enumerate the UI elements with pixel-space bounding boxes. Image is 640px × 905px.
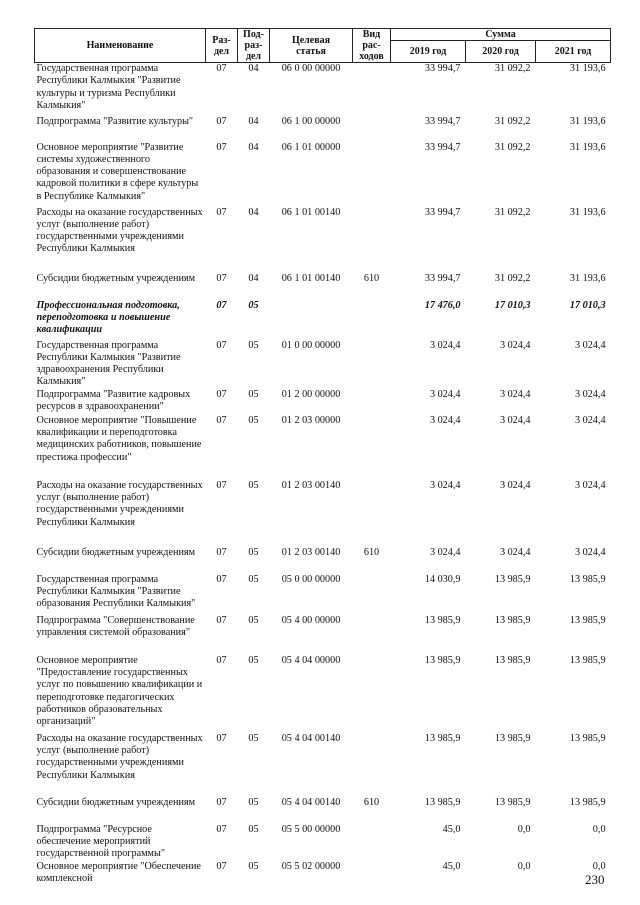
row-vid [353, 63, 391, 116]
row-podrazdel: 04 [248, 141, 259, 153]
row-name: Государственная программа Республики Калмыкия "Развитие культуры и туризма Республики Калмыкия" [36, 63, 181, 111]
row-name: Профессиональная подготовка, переподготовка и повышение квалификации [36, 299, 180, 336]
row-podrazdel: 05 [248, 299, 259, 311]
row-podrazdel: 05 [248, 573, 259, 585]
row-sum-2019: 33 994,7 [424, 272, 461, 284]
row-sum-2019: 13 985,9 [424, 732, 461, 744]
table-row [35, 207, 611, 273]
row-sum-2020: 13 985,9 [494, 614, 531, 626]
row-razdel: 07 [216, 115, 227, 127]
row-vid [353, 615, 391, 655]
col-header-2020: 2020 год [466, 41, 536, 63]
budget-table [34, 28, 611, 887]
col-header-2021: 2021 год [536, 41, 611, 63]
row-razdel: 07 [216, 272, 227, 284]
row-vid [353, 300, 391, 340]
row-name: Субсидии бюджетным учреждениям [36, 546, 196, 558]
row-name: Расходы на оказание государственных услуг (выполнение работ) государственными учреждениями Республики Калмыкия [36, 479, 203, 528]
row-razdel: 07 [216, 573, 227, 585]
row-sum-2021: 3 024,4 [574, 546, 606, 558]
row-podrazdel: 05 [248, 860, 259, 872]
row-sum-2020: 3 024,4 [499, 414, 531, 426]
table-row [35, 415, 611, 480]
row-sum-2020: 3 024,4 [499, 388, 531, 400]
row-vid [353, 655, 391, 733]
row-name: Основное мероприятие "Предоставление государственных услуг по повышению квалификации и переподготовке педагогических работников образовательных организаций" [36, 654, 203, 728]
table-body [35, 63, 611, 887]
row-sum-2019: 33 994,7 [424, 141, 461, 153]
row-sum-2020: 31 092,2 [494, 206, 531, 218]
row-sum-2019: 33 994,7 [424, 115, 461, 127]
row-sum-2020: 0,0 [517, 823, 531, 835]
row-razdel: 07 [216, 614, 227, 626]
table-row [35, 389, 611, 415]
row-sum-2019: 13 985,9 [424, 614, 461, 626]
row-razdel: 07 [216, 141, 227, 153]
row-sum-2021: 13 985,9 [569, 732, 606, 744]
col-header-razdel: Раз- дел [206, 29, 238, 63]
row-podrazdel: 05 [248, 339, 259, 351]
row-name: Субсидии бюджетным учреждениям [36, 272, 196, 284]
row-podrazdel: 04 [248, 115, 259, 127]
row-sum-2020: 0,0 [517, 860, 531, 872]
row-sum-2021: 31 193,6 [569, 141, 606, 153]
row-sum-2020: 13 985,9 [494, 654, 531, 666]
row-sum-2020: 17 010,3 [494, 299, 531, 311]
table-row [35, 116, 611, 142]
row-sum-2021: 31 193,6 [569, 206, 606, 218]
col-header-2019: 2019 год [391, 41, 466, 63]
row-article: 05 5 00 00000 [281, 823, 341, 835]
row-razdel: 07 [216, 206, 227, 218]
row-article: 05 4 00 00000 [281, 614, 341, 626]
row-razdel: 07 [216, 339, 227, 351]
table-header [35, 29, 611, 63]
col-header-name: Наименование [35, 29, 206, 63]
row-vid [353, 574, 391, 615]
row-vid [353, 116, 391, 142]
row-vid [353, 207, 391, 273]
row-podrazdel: 05 [248, 388, 259, 400]
row-podrazdel: 05 [248, 479, 259, 491]
row-sum-2021: 0,0 [592, 860, 606, 872]
table-row [35, 824, 611, 861]
col-header-podrazdel: Под- раз- дел [238, 29, 270, 63]
row-vid [353, 142, 391, 207]
row-name: Подпрограмма "Развитие кадровых ресурсов в здравоохранении" [36, 388, 191, 412]
row-sum-2021: 31 193,6 [569, 115, 606, 127]
table-row [35, 273, 611, 300]
row-sum-2019: 13 985,9 [424, 796, 461, 808]
table-row [35, 142, 611, 207]
row-podrazdel: 05 [248, 654, 259, 666]
row-sum-2019: 45,0 [442, 860, 461, 872]
row-razdel: 07 [216, 732, 227, 744]
row-sum-2019: 45,0 [442, 823, 461, 835]
row-name: Расходы на оказание государственных услуг (выполнение работ) государственными учреждениями Республики Калмыкия [36, 732, 203, 781]
row-razdel: 07 [216, 479, 227, 491]
row-sum-2019: 33 994,7 [424, 206, 461, 218]
table-row [35, 480, 611, 547]
table-row [35, 733, 611, 797]
row-sum-2019: 13 985,9 [424, 654, 461, 666]
row-article: 05 4 04 00140 [281, 732, 341, 744]
row-podrazdel: 04 [248, 206, 259, 218]
table-row [35, 655, 611, 733]
row-sum-2020: 3 024,4 [499, 339, 531, 351]
row-sum-2021: 31 193,6 [569, 272, 606, 284]
row-sum-2020: 31 092,2 [494, 63, 531, 74]
row-article: 06 1 01 00000 [281, 141, 341, 153]
row-name: Государственная программа Республики Калмыкия "Развитие здравоохранения Республики Калмыкия" [36, 339, 181, 388]
row-name: Подпрограмма "Совершенствование управления системой образования" [36, 614, 195, 638]
table-row [35, 797, 611, 824]
row-name: Основное мероприятие "Развитие системы художественного образования и совершенствование кадровой политики в сфере культуры в Республике Калмыкия" [36, 141, 199, 202]
row-article: 01 2 00 00000 [281, 388, 341, 400]
row-article: 01 0 00 00000 [281, 339, 341, 351]
row-article: 05 0 00 00000 [281, 573, 341, 585]
row-name: Подпрограмма "Развитие культуры" [36, 115, 194, 127]
row-vid [353, 415, 391, 480]
row-sum-2021: 17 010,3 [569, 299, 606, 311]
row-vid [353, 824, 391, 861]
row-sum-2021: 3 024,4 [574, 414, 606, 426]
row-razdel: 07 [216, 823, 227, 835]
row-article: 05 4 04 00140 [281, 796, 341, 808]
row-razdel: 07 [216, 414, 227, 426]
row-vid [353, 389, 391, 415]
page-number: 230 [585, 872, 605, 887]
row-sum-2021: 3 024,4 [574, 479, 606, 491]
table-row [35, 300, 611, 340]
row-vid [353, 733, 391, 797]
row-podrazdel: 05 [248, 796, 259, 808]
row-name: Субсидии бюджетным учреждениям [36, 796, 196, 808]
table-row [35, 574, 611, 615]
row-article: 06 1 00 00000 [281, 115, 341, 127]
row-podrazdel: 04 [248, 272, 259, 284]
row-sum-2019: 14 030,9 [424, 573, 461, 585]
row-podrazdel: 05 [248, 414, 259, 426]
row-sum-2020: 3 024,4 [499, 479, 531, 491]
row-podrazdel: 04 [248, 63, 259, 74]
row-article: 05 5 02 00000 [281, 860, 341, 872]
row-sum-2019: 33 994,7 [424, 63, 461, 74]
row-sum-2020: 13 985,9 [494, 732, 531, 744]
row-sum-2021: 13 985,9 [569, 573, 606, 585]
row-razdel: 07 [216, 860, 227, 872]
row-razdel: 07 [216, 63, 227, 74]
row-article: 06 1 01 00140 [281, 272, 341, 284]
row-sum-2021: 3 024,4 [574, 339, 606, 351]
row-sum-2019: 3 024,4 [429, 388, 461, 400]
row-sum-2019: 17 476,0 [424, 299, 461, 311]
row-name: Государственная программа Республики Калмыкия "Развитие образования Республики Калмыкия" [36, 573, 196, 610]
row-name: Основное мероприятие "Повышение квалификации и переподготовка медицинских работников, повышение престижа профессии" [36, 414, 202, 463]
row-article: 06 1 01 00140 [281, 206, 341, 218]
row-sum-2020: 13 985,9 [494, 796, 531, 808]
col-header-article: Целевая статья [270, 29, 353, 63]
row-vid: 610 [363, 272, 380, 284]
row-article: 05 4 04 00000 [281, 654, 341, 666]
row-sum-2020: 3 024,4 [499, 546, 531, 558]
row-podrazdel: 05 [248, 546, 259, 558]
row-vid [353, 340, 391, 389]
table-row [35, 547, 611, 574]
row-sum-2020: 13 985,9 [494, 573, 531, 585]
row-podrazdel: 05 [248, 732, 259, 744]
table-row [35, 861, 611, 887]
row-sum-2019: 3 024,4 [429, 414, 461, 426]
row-sum-2021: 3 024,4 [574, 388, 606, 400]
row-article: 01 2 03 00140 [281, 546, 341, 558]
row-razdel: 07 [216, 388, 227, 400]
row-sum-2019: 3 024,4 [429, 479, 461, 491]
row-podrazdel: 05 [248, 614, 259, 626]
table-row [35, 615, 611, 655]
row-name: Подпрограмма "Ресурсное обеспечение мероприятий государственной программы" [36, 823, 165, 860]
row-vid: 610 [363, 796, 380, 808]
col-header-vid: Вид рас- ходов [353, 29, 391, 63]
row-razdel: 07 [216, 796, 227, 808]
row-name: Основное мероприятие "Обеспечение комплексной [36, 860, 201, 884]
row-vid: 610 [363, 546, 380, 558]
row-article: 01 2 03 00000 [281, 414, 341, 426]
row-podrazdel: 05 [248, 823, 259, 835]
row-article: 06 0 00 00000 [281, 63, 341, 74]
row-razdel: 07 [216, 299, 227, 311]
row-sum-2020: 31 092,2 [494, 115, 531, 127]
row-sum-2021: 13 985,9 [569, 654, 606, 666]
col-header-summa: Сумма [391, 29, 611, 41]
row-sum-2020: 31 092,2 [494, 272, 531, 284]
row-sum-2020: 31 092,2 [494, 141, 531, 153]
table-row [35, 63, 611, 116]
row-razdel: 07 [216, 654, 227, 666]
row-name: Расходы на оказание государственных услуг (выполнение работ) государственными учреждениями Республики Калмыкия [36, 206, 203, 255]
row-sum-2021: 0,0 [592, 823, 606, 835]
row-article [270, 300, 353, 340]
row-sum-2021: 13 985,9 [569, 796, 606, 808]
table-row [35, 340, 611, 389]
row-sum-2019: 3 024,4 [429, 546, 461, 558]
row-vid [353, 480, 391, 547]
row-article: 01 2 03 00140 [281, 479, 341, 491]
row-razdel: 07 [216, 546, 227, 558]
row-sum-2021: 13 985,9 [569, 614, 606, 626]
row-sum-2021: 31 193,6 [569, 63, 606, 74]
row-vid [353, 861, 391, 887]
row-sum-2019: 3 024,4 [429, 339, 461, 351]
